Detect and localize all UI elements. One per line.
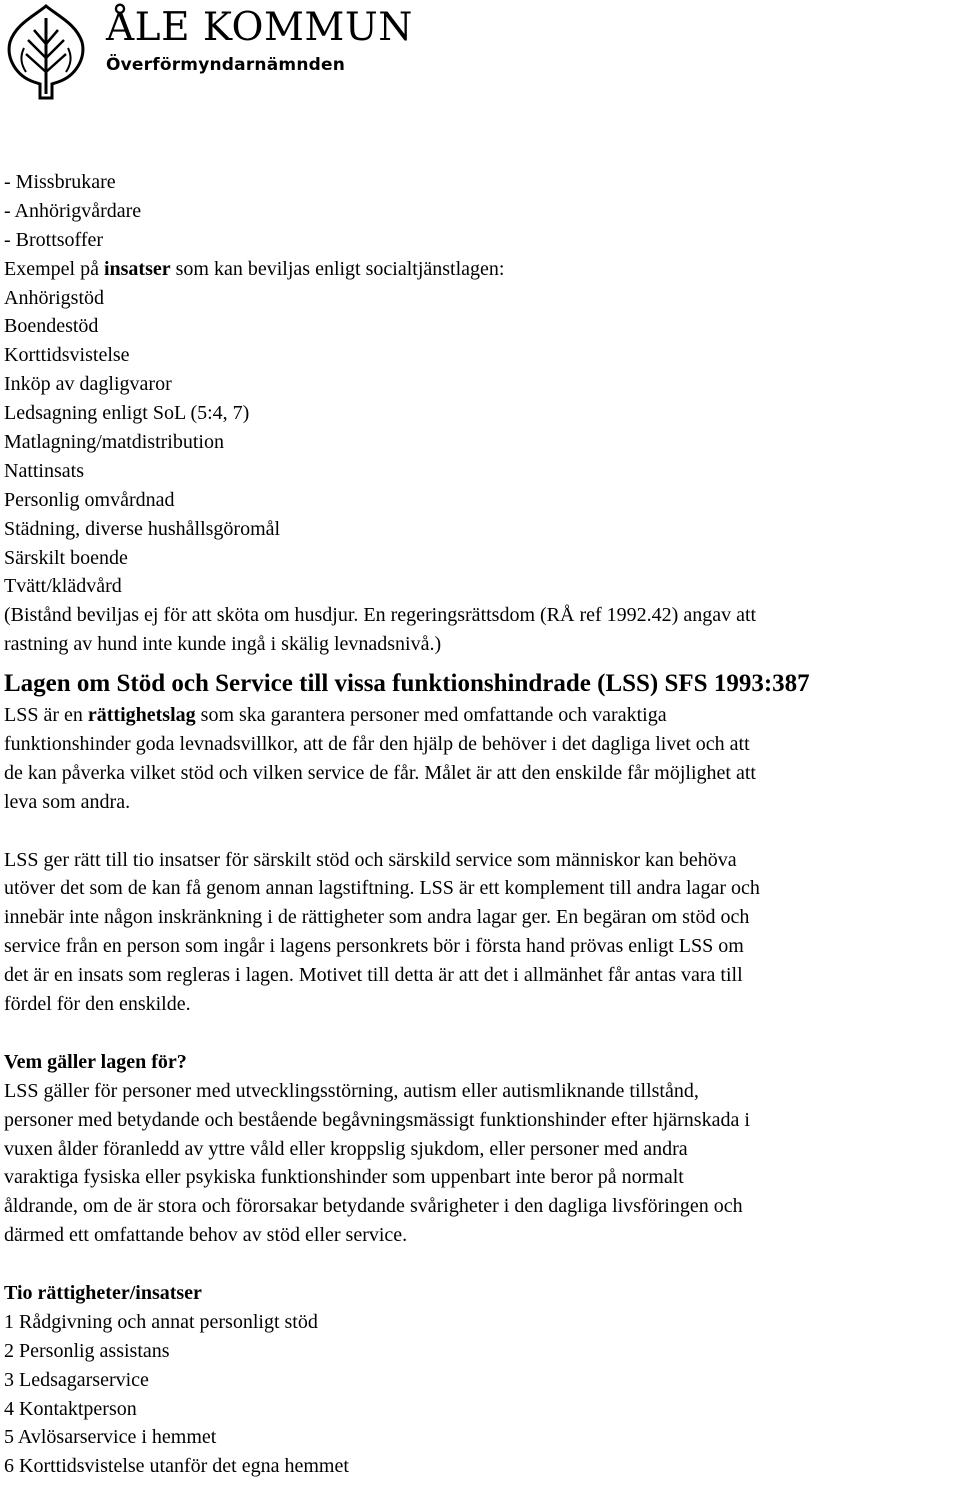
sol-item: Nattinsats: [4, 459, 84, 482]
who-paragraph-line: varaktiga fysiska eller psykiska funktionshinder som uppenbart inte beror på normalt: [4, 1166, 684, 1189]
sol-item: Boendestöd: [4, 315, 99, 338]
lss-paragraph-line: service från en person som ingår i lagens personkrets bör i första hand prövas enligt LSS om: [4, 935, 744, 958]
rights-item: 1 Rådgivning och annat personligt stöd: [4, 1310, 318, 1333]
who-paragraph-line: åldrande, om de är stora och förorsakar betydande svårigheter i den dagliga livsföringen och: [4, 1195, 743, 1218]
sol-intro: Exempel på insatser som kan beviljas enligt socialtjänstlagen:: [4, 257, 505, 280]
rights-item: 2 Personlig assistans: [4, 1339, 170, 1362]
rights-item: 6 Korttidsvistelse utanför det egna hemmet: [4, 1455, 349, 1478]
sol-item: Städning, diverse hushållsgöromål: [4, 517, 281, 540]
sol-item: Inköp av dagligvaror: [4, 373, 172, 396]
who-heading: Vem gäller lagen för?: [4, 1050, 187, 1073]
who-paragraph-line: LSS gäller för personer med utvecklingsstörning, autism eller autismliknande tillstånd,: [4, 1079, 699, 1102]
lss-paragraph-line: LSS är en rättighetslag som ska garantera personer med omfattande och varaktiga: [4, 704, 667, 727]
sol-item: Ledsagning enligt SoL (5:4, 7): [4, 402, 250, 425]
lss-paragraph-line: fördel för den enskilde.: [4, 993, 191, 1016]
lss-heading: Lagen om Stöd och Service till vissa funktionshindrade (LSS) SFS 1993:387: [4, 670, 810, 698]
sol-item: Särskilt boende: [4, 546, 128, 569]
lss-bold-term: rättighetslag: [87, 704, 196, 727]
lss-paragraph-line: leva som andra.: [4, 790, 131, 813]
sol-item: Anhörigstöd: [4, 286, 104, 309]
list-item: - Missbrukare: [4, 171, 116, 193]
sol-item: Matlagning/matdistribution: [4, 431, 224, 454]
note-line: (Bistånd beviljas ej för att sköta om husdjur. En regeringsrättsdom (RÅ ref 1992.42) angav att: [4, 604, 757, 627]
sol-intro-bold: insatser: [103, 257, 171, 280]
who-paragraph-line: vuxen ålder föranledd av yttre våld eller kroppslig sjukdom, eller personer med andra: [4, 1137, 688, 1160]
lss-paragraph-line: LSS ger rätt till tio insatser för särskilt stöd och särskild service som människor kan behöva: [4, 848, 737, 871]
lss-paragraph-line: det är en insats som regleras i lagen. Motivet till detta är att det i allmänhet får antas vara till: [4, 964, 743, 987]
leaf-logo-icon: [4, 2, 88, 100]
rights-item: 3 Ledsagarservice: [4, 1368, 149, 1391]
paragraph-spacer: [4, 817, 958, 846]
rights-item: 5 Avlösarservice i hemmet: [4, 1426, 217, 1449]
list-item: - Brottsoffer: [4, 228, 104, 251]
note-line: rastning av hund inte kunde ingå i skälig levnadsnivå.): [4, 633, 442, 656]
who-paragraph-line: därmed ett omfattande behov av stöd eller service.: [4, 1224, 408, 1247]
paragraph-spacer: [4, 1019, 958, 1048]
lss-paragraph-line: utöver det som de kan få genom annan lagstiftning. LSS är ett komplement till andra lagar och: [4, 877, 760, 900]
who-paragraph-line: personer med betydande och bestående begåvningsmässigt funktionshinder efter hjärnskada i: [4, 1108, 750, 1131]
rights-item: 4 Kontaktperson: [4, 1397, 137, 1420]
document-body: [4, 168, 958, 1481]
page-header: [0, 0, 960, 110]
paragraph-spacer: [4, 1250, 958, 1279]
sol-item: Personlig omvårdnad: [4, 488, 175, 511]
lss-paragraph-line: innebär inte någon inskränkning i de rättigheter som andra lagar ger. En begäran om stöd och: [4, 906, 750, 929]
lss-paragraph-line: funktionshinder goda levnadsvillkor, att de får den hjälp de behöver i det dagliga livet och att: [4, 733, 750, 756]
sol-item: Tvätt/klädvård: [4, 575, 122, 598]
rights-heading: Tio rättigheter/insatser: [4, 1281, 202, 1304]
sol-item: Korttidsvistelse: [4, 344, 130, 367]
list-item: - Anhörigvårdare: [4, 199, 142, 222]
lss-paragraph-line: de kan påverka vilket stöd och vilken service de får. Målet är att den enskilde får möjlighet att: [4, 761, 756, 784]
department-name: Överförmyndarnämnden: [106, 55, 346, 75]
organization-name: ÅLE KOMMUN: [106, 5, 413, 50]
